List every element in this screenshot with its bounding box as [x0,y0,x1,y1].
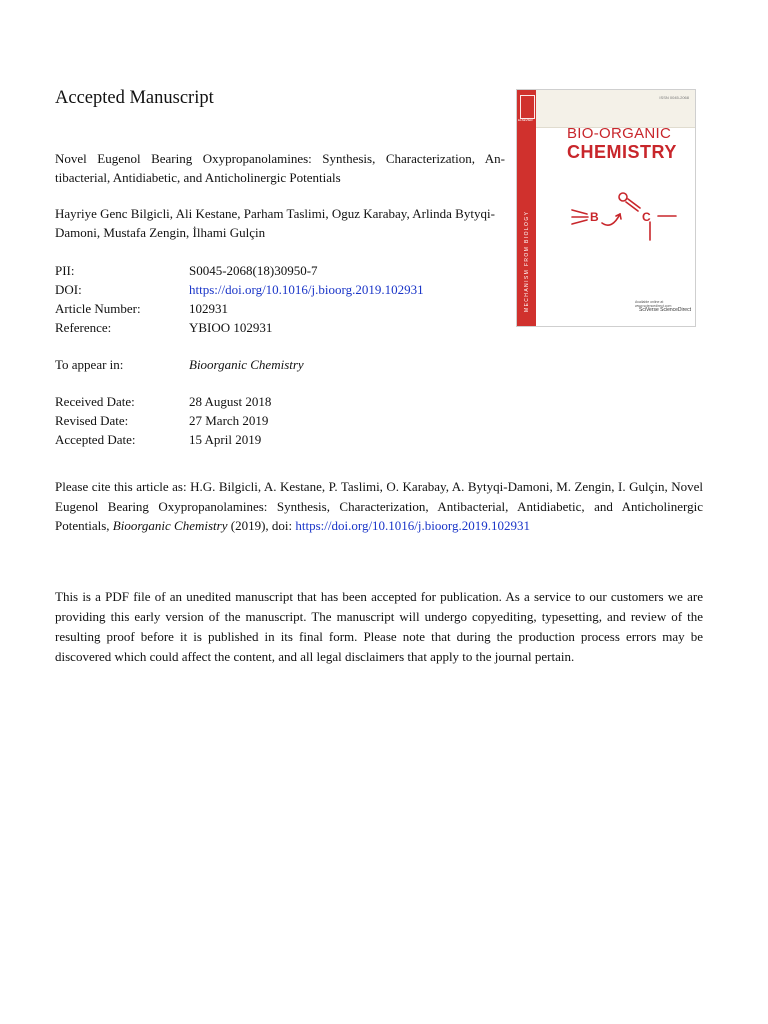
cover-footer-brand: SciVerse ScienceDirect [639,307,691,313]
article-authors: Hayriye Genc Bilgicli, Ali Kestane, Parham Taslimi, Oguz Karabay, Arlinda Bytyqi-Damoni, Mustafa Zengin, İlhami Gulçin [55,206,495,240]
cover-reaction-graphic [562,190,692,250]
cover-publisher: ELSEVIER [518,118,533,122]
pii-value: S0045-2068(18)30950-7 [189,263,318,278]
article-title: Novel Eugenol Bearing Oxypropanolamines: Synthesis, Characterization, An-tibacterial, Antidiabetic, and Anticholinergic Potentials [55,151,505,185]
doi-link[interactable]: https://doi.org/10.1016/j.bioorg.2019.102931 [189,282,424,297]
cover-boron-label: B [590,210,599,224]
citation-text: Please cite this article as: H.G. Bilgicli, A. Kestane, P. Taslimi, O. Karabay, A. Bytyqi-Damoni, M. Zengin, I. Gulçin, Novel Eugenol Bearing Oxypropanolamines: Synthesis, Characterization, Antibacterial, Antidiabetic, and Anticholinergic Potentials, [55,479,703,533]
article-number-label: Article Number: [55,301,141,316]
elsevier-logo-icon [520,95,535,119]
cover-side-text: MECHANISM FROM BIOLOGY [524,210,530,312]
received-label: Received Date: [55,394,135,409]
cover-title-line2: CHEMISTRY [567,142,677,162]
cover-title-line1: BIO-ORGANIC [567,125,672,142]
cover-header-strip [536,90,695,128]
reference-label: Reference: [55,320,112,335]
citation-journal: Bioorganic Chemistry [112,518,228,533]
doi-label: DOI: [55,282,82,297]
citation-doi-link[interactable]: https://doi.org/10.1016/j.bioorg.2019.102931 [295,518,530,533]
revised-label: Revised Date: [55,413,129,428]
cover-issn: ISSN 0045-2068 [659,95,689,100]
cover-carbon-label: C [642,210,651,224]
appear-label: To appear in: [55,357,124,372]
citation-paragraph [55,477,703,536]
revised-date: 27 March 2019 [189,413,269,428]
accepted-date: 15 April 2019 [189,432,262,447]
page-title: Accepted Manuscript [55,88,214,108]
journal-name: Bioorganic Chemistry [189,357,304,372]
pii-label: PII: [55,263,75,278]
reference-value: YBIOO 102931 [189,320,273,335]
citation-year-doi: (2019), doi: [227,518,296,533]
article-number-value: 102931 [189,301,228,316]
accepted-label: Accepted Date: [55,432,136,447]
cover-side-band [517,90,536,326]
disclaimer-paragraph: This is a PDF file of an unedited manuscript that has been accepted for publication. As a service to our customers we are providing this early version of the manuscript. The manuscript will undergo copyediting, typesetting, and review of the resulting proof before it is published in its final form. Please note that during the production process errors may be discovered which could affect the content, and all legal disclaimers that apply to the journal pertain. [55,589,703,664]
received-date: 28 August 2018 [189,394,272,409]
journal-cover [516,89,696,327]
cover-footer-note: Available online at www.sciencedirect.com [635,300,672,308]
